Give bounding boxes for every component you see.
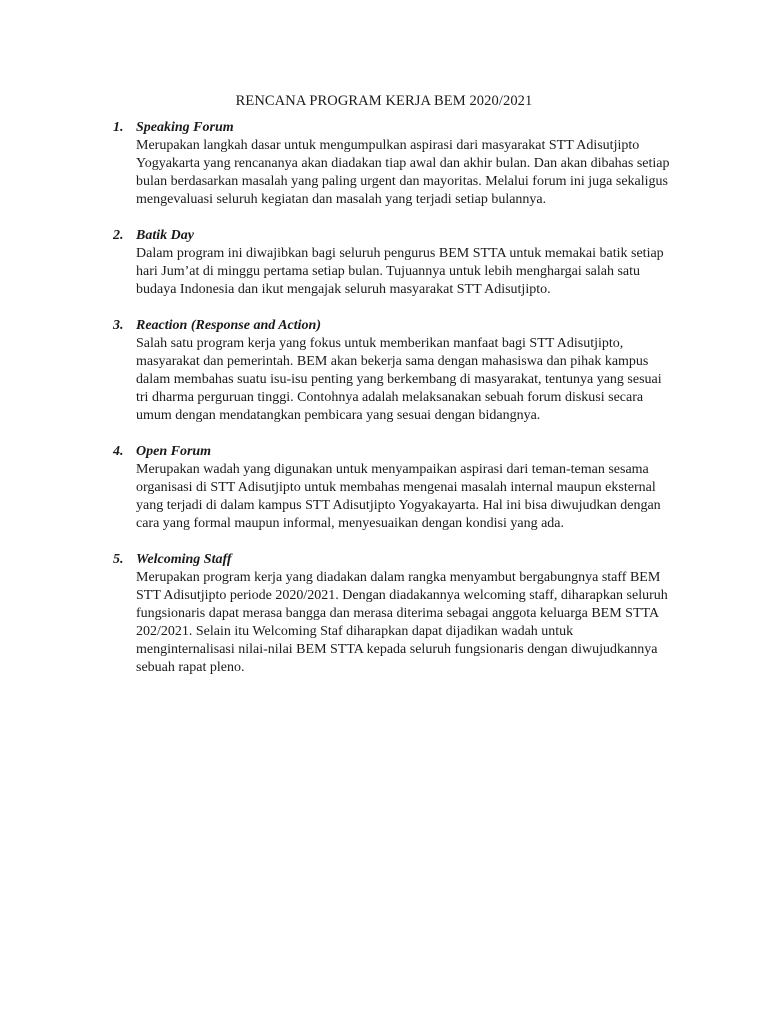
item-number: 5. bbox=[113, 552, 124, 567]
document-title: RENCANA PROGRAM KERJA BEM 2020/2021 bbox=[235, 93, 533, 109]
item-number: 4. bbox=[113, 444, 124, 459]
item-body: Merupakan wadah yang digunakan untuk menyampaikan aspirasi dari teman-teman sesama organisasi di STT Adisutjipto untuk membahas mengenai masalah internal maupun eksternal yang terjadi di dalam kampus STT Adisutjipto Yogyakayarta. Hal ini bisa diwujudkan dengan cara yang formal maupun informal, menyesuaikan dengan kondisi yang ada. bbox=[136, 462, 661, 531]
item-number: 2. bbox=[113, 228, 124, 243]
item-body: Merupakan langkah dasar untuk mengumpulkan aspirasi dari masyarakat STT Adisutjipto Yogyakarta yang rencananya akan diadakan tiap awal dan akhir bulan. Dan akan dibahas setiap bulan berdasarkan masalah yang paling urgent dan mayoritas. Melalui forum ini juga sekaligus mengevaluasi seluruh kegiatan dan masalah yang terjadi setiap bulannya. bbox=[136, 138, 670, 207]
item-number: 1. bbox=[113, 120, 124, 135]
program-item-batik-day bbox=[110, 227, 670, 299]
item-number: 3. bbox=[113, 318, 124, 333]
item-heading: Batik Day bbox=[136, 228, 194, 243]
item-body: Dalam program ini diwajibkan bagi seluruh pengurus BEM STTA untuk memakai batik setiap hari Jum’at di minggu pertama setiap bulan. Tujuannya untuk lebih menghargai salah satu budaya Indonesia dan ikut mengajak seluruh masyarakat STT Adisutjipto. bbox=[136, 246, 664, 297]
item-heading: Welcoming Staff bbox=[136, 552, 232, 567]
program-item-reaction bbox=[110, 317, 670, 425]
program-item-open-forum bbox=[110, 443, 670, 533]
item-heading: Reaction (Response and Action) bbox=[136, 318, 321, 333]
program-list bbox=[110, 119, 670, 695]
program-item-speaking-forum bbox=[110, 119, 670, 209]
program-item-welcoming-staff bbox=[110, 551, 670, 677]
item-body: Salah satu program kerja yang fokus untuk memberikan manfaat bagi STT Adisutjipto, masyarakat dan pemerintah. BEM akan bekerja sama dengan mahasiswa dan pihak kampus dalam membahas suatu isu-isu penting yang berkembang di masyarakat, tentunya yang sesuai tri dharma perguruan tinggi. Contohnya adalah melaksanakan sebuah forum diskusi secara umum dengan mendatangkan pembicara yang sesuai dengan bidangnya. bbox=[136, 336, 662, 423]
item-heading: Open Forum bbox=[136, 444, 212, 459]
item-heading: Speaking Forum bbox=[136, 120, 234, 135]
item-body: Merupakan program kerja yang diadakan dalam rangka menyambut bergabungnya staff BEM STT Adisutjipto periode 2020/2021. Dengan diadakannya welcoming staff, diharapkan seluruh fungsionaris dapat merasa bangga dan merasa diterima sebagai anggota keluarga BEM STTA 202/2021. Selain itu Welcoming Staf diharapkan dapat dijadikan wadah untuk menginternalisasi nilai-nilai BEM STTA kepada seluruh fungsionaris dengan diwujudkannya sebuah rapat pleno. bbox=[136, 570, 668, 675]
